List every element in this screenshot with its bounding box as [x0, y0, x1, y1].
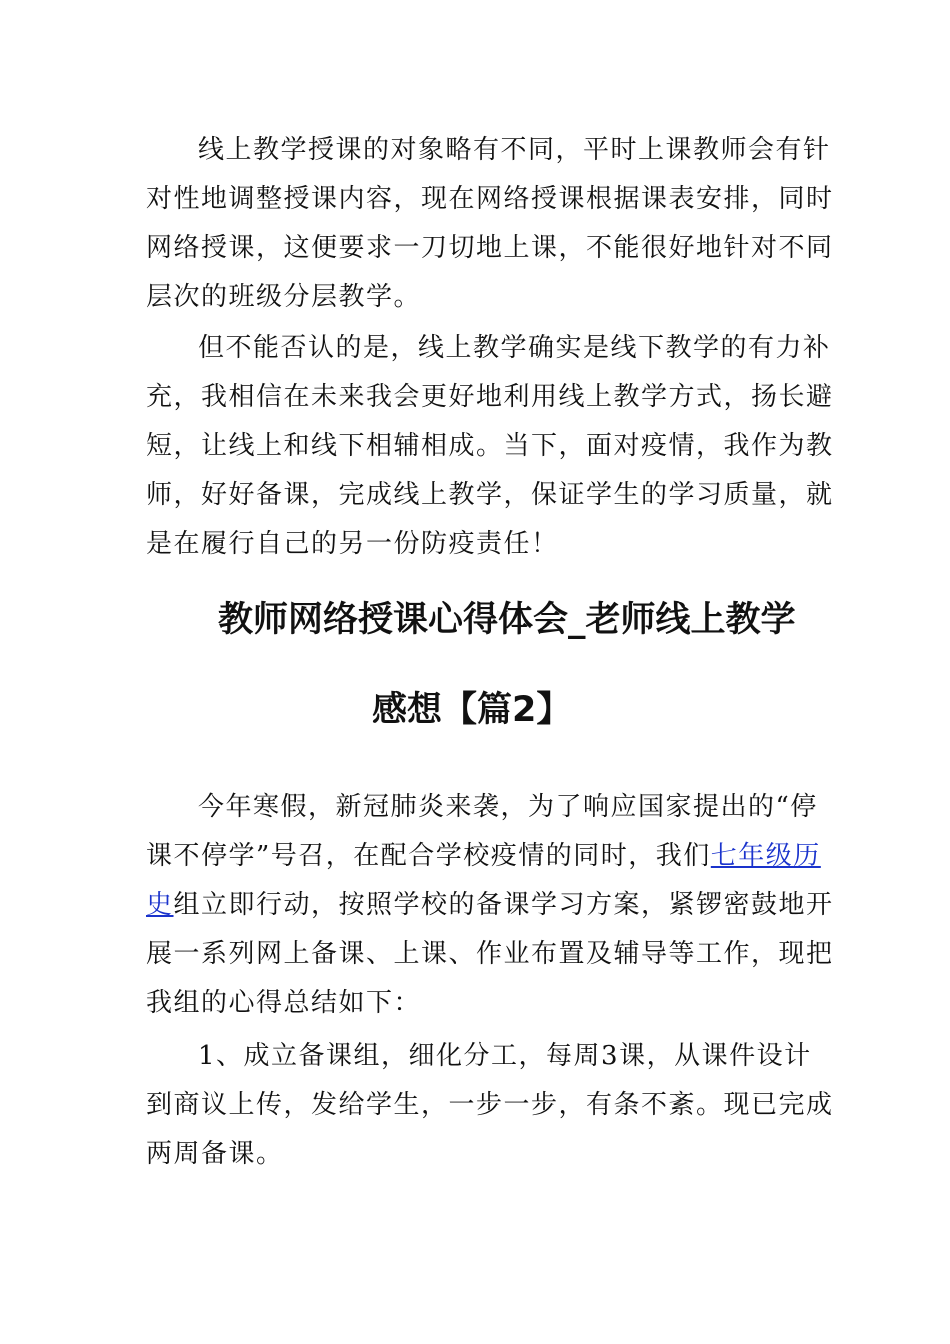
- paragraph-text: 课不停学”号召，在配合学校疫情的同时，我们: [146, 841, 711, 871]
- paragraph-text: 组立即行动，按照学校的备课学习方案，紧锣密鼓地开: [173, 890, 834, 920]
- article-heading-line-2: 感想【篇2】: [372, 690, 572, 730]
- paragraph-online-teaching-differences: [146, 126, 834, 322]
- paragraph-line: 网络授课，这便要求一刀切地上课，不能很好地针对不同: [146, 233, 834, 263]
- paragraph-line-with-link: [146, 881, 834, 930]
- paragraph-line-with-link: [146, 832, 821, 881]
- paragraph-line: 对性地调整授课内容，现在网络授课根据课表安排，同时: [146, 184, 834, 214]
- grade7-history-link-part1[interactable]: 七年级历: [710, 841, 821, 871]
- paragraph-line: 到商议上传，发给学生，一步一步，有条不紊。现已完成: [146, 1090, 834, 1120]
- paragraph-prep-group: [146, 1032, 834, 1179]
- paragraph-winter-break: [146, 783, 834, 1028]
- paragraph-line: 层次的班级分层教学。: [146, 282, 422, 312]
- paragraph-line: 充，我相信在未来我会更好地利用线上教学方式，扬长避: [146, 382, 834, 412]
- paragraph-line: 1、成立备课组，细化分工，每周3课，从课件设计: [198, 1041, 812, 1071]
- paragraph-line: 展一系列网上备课、上课、作业布置及辅导等工作，现把: [146, 939, 834, 969]
- article-heading-line-1: 教师网络授课心得体会_老师线上教学: [218, 600, 796, 640]
- grade7-history-link-part2[interactable]: 史: [146, 890, 174, 920]
- paragraph-line: 但不能否认的是，线上教学确实是线下教学的有力补: [198, 333, 831, 363]
- paragraph-line: 线上教学授课的对象略有不同，平时上课教师会有针: [198, 135, 831, 165]
- paragraph-line: 两周备课。: [146, 1139, 284, 1169]
- paragraph-line: 短，让线上和线下相辅相成。当下，面对疫情，我作为教: [146, 431, 834, 461]
- paragraph-online-teaching-supplement: [146, 324, 834, 569]
- paragraph-line: 是在履行自己的另一份防疫责任！: [146, 529, 559, 559]
- paragraph-line: 我组的心得总结如下：: [146, 988, 422, 1018]
- paragraph-line: 今年寒假，新冠肺炎来袭，为了响应国家提出的“停: [198, 792, 818, 822]
- paragraph-line: 师，好好备课，完成线上教学，保证学生的学习质量，就: [146, 480, 834, 510]
